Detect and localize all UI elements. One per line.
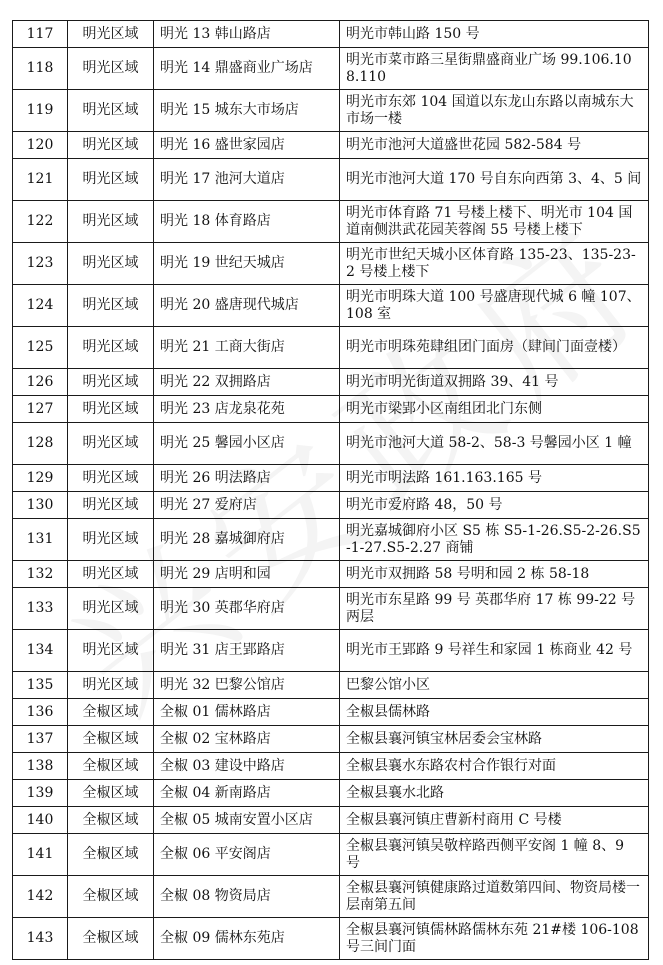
region-cell: 明光区域: [68, 396, 154, 423]
row-number-cell: 135: [13, 672, 68, 699]
table-row: [13, 519, 649, 561]
address-cell: 明光市明珠大道 100 号盛唐现代城 6 幢 107、108 室: [340, 285, 649, 327]
address-cell: 明光市池河大道盛世花园 582-584 号: [340, 132, 649, 159]
row-number-cell: 141: [13, 834, 68, 876]
table-row: [13, 753, 649, 780]
table-row: [13, 876, 649, 918]
table-row: [13, 699, 649, 726]
table-row: [13, 243, 649, 285]
row-number-cell: 142: [13, 876, 68, 918]
store-name-cell: 明光 31 店王郢路店: [154, 630, 340, 672]
address-cell: 明光市明光街道双拥路 39、41 号: [340, 369, 649, 396]
row-number-cell: 131: [13, 519, 68, 561]
table-row: [13, 465, 649, 492]
store-name-cell: 明光 15 城东大市场店: [154, 90, 340, 132]
row-number-cell: 125: [13, 327, 68, 369]
row-number-cell: 121: [13, 159, 68, 201]
row-number-cell: 137: [13, 726, 68, 753]
address-cell: 全椒县襄水北路: [340, 780, 649, 807]
store-name-cell: 明光 17 池河大道店: [154, 159, 340, 201]
row-number-cell: 123: [13, 243, 68, 285]
table-row: [13, 132, 649, 159]
region-cell: 明光区域: [68, 369, 154, 396]
row-number-cell: 126: [13, 369, 68, 396]
region-cell: 明光区域: [68, 285, 154, 327]
table-row: [13, 327, 649, 369]
table-row: [13, 561, 649, 588]
store-list-table: [12, 20, 649, 960]
address-cell: 巴黎公馆小区: [340, 672, 649, 699]
region-cell: 全椒区域: [68, 699, 154, 726]
table-row: [13, 630, 649, 672]
region-cell: 明光区域: [68, 21, 154, 48]
table-row: [13, 285, 649, 327]
row-number-cell: 132: [13, 561, 68, 588]
store-name-cell: 全椒 04 新南路店: [154, 780, 340, 807]
row-number-cell: 138: [13, 753, 68, 780]
address-cell: 明光市爱府路 48，50 号: [340, 492, 649, 519]
store-name-cell: 明光 26 明法路店: [154, 465, 340, 492]
address-cell: 明光市王郢路 9 号祥生和家园 1 栋商业 42 号: [340, 630, 649, 672]
region-cell: 明光区域: [68, 90, 154, 132]
store-name-cell: 明光 22 双拥路店: [154, 369, 340, 396]
region-cell: 明光区域: [68, 492, 154, 519]
address-cell: 明光市韩山路 150 号: [340, 21, 649, 48]
address-cell: 全椒县儒林路: [340, 699, 649, 726]
region-cell: 明光区域: [68, 630, 154, 672]
address-cell: 全椒县襄河镇儒林路儒林东苑 21#楼 106-108 号三间门面: [340, 918, 649, 960]
table-row: [13, 159, 649, 201]
address-cell: 明光市体育路 71 号楼上楼下、明光市 104 国道南侧洪武花园芙蓉阁 55 号楼上楼下: [340, 201, 649, 243]
table-row: [13, 672, 649, 699]
store-name-cell: 明光 19 世纪天城店: [154, 243, 340, 285]
row-number-cell: 120: [13, 132, 68, 159]
store-name-cell: 明光 18 体育路店: [154, 201, 340, 243]
store-name-cell: 明光 25 馨园小区店: [154, 423, 340, 465]
store-name-cell: 明光 20 盛唐现代城店: [154, 285, 340, 327]
row-number-cell: 128: [13, 423, 68, 465]
address-cell: 全椒县襄河镇健康路过道数第四间、物资局楼一层南第五间: [340, 876, 649, 918]
table-row: [13, 780, 649, 807]
row-number-cell: 140: [13, 807, 68, 834]
store-name-cell: 全椒 01 儒林路店: [154, 699, 340, 726]
region-cell: 明光区域: [68, 48, 154, 90]
table-row: [13, 918, 649, 960]
store-name-cell: 明光 28 嘉城御府店: [154, 519, 340, 561]
region-cell: 明光区域: [68, 327, 154, 369]
row-number-cell: 134: [13, 630, 68, 672]
table-row: [13, 726, 649, 753]
table-row: [13, 48, 649, 90]
store-name-cell: 全椒 09 儒林东苑店: [154, 918, 340, 960]
store-name-cell: 明光 13 韩山路店: [154, 21, 340, 48]
region-cell: 明光区域: [68, 588, 154, 630]
region-cell: 全椒区域: [68, 753, 154, 780]
store-name-cell: 全椒 08 物资局店: [154, 876, 340, 918]
address-cell: 全椒县襄河镇吴敬梓路西侧平安阁 1 幢 8、9 号: [340, 834, 649, 876]
row-number-cell: 119: [13, 90, 68, 132]
table-row: [13, 588, 649, 630]
region-cell: 明光区域: [68, 159, 154, 201]
row-number-cell: 136: [13, 699, 68, 726]
address-cell: 明光市明珠苑肆组团门面房（肆间门面壹楼）: [340, 327, 649, 369]
table-row: [13, 834, 649, 876]
row-number-cell: 130: [13, 492, 68, 519]
row-number-cell: 129: [13, 465, 68, 492]
row-number-cell: 117: [13, 21, 68, 48]
table-row: [13, 396, 649, 423]
table-body: [13, 21, 649, 960]
address-cell: 全椒县襄河镇宝林居委会宝林路: [340, 726, 649, 753]
row-number-cell: 139: [13, 780, 68, 807]
table-row: [13, 369, 649, 396]
store-name-cell: 全椒 05 城南安置小区店: [154, 807, 340, 834]
address-cell: 明光市世纪天城小区体育路 135-23、135-23-2 号楼上楼下: [340, 243, 649, 285]
address-cell: 全椒县襄河镇庄曹新村商用 C 号楼: [340, 807, 649, 834]
store-name-cell: 明光 16 盛世家园店: [154, 132, 340, 159]
region-cell: 明光区域: [68, 423, 154, 465]
table-row: [13, 201, 649, 243]
region-cell: 明光区域: [68, 465, 154, 492]
table-row: [13, 423, 649, 465]
region-cell: 全椒区域: [68, 834, 154, 876]
region-cell: 明光区域: [68, 672, 154, 699]
store-name-cell: 明光 32 巴黎公馆店: [154, 672, 340, 699]
table-row: [13, 90, 649, 132]
region-cell: 全椒区域: [68, 780, 154, 807]
row-number-cell: 118: [13, 48, 68, 90]
row-number-cell: 122: [13, 201, 68, 243]
region-cell: 明光区域: [68, 561, 154, 588]
region-cell: 明光区域: [68, 132, 154, 159]
address-cell: 明光市东郊 104 国道以东龙山东路以南城东大市场一楼: [340, 90, 649, 132]
row-number-cell: 127: [13, 396, 68, 423]
store-name-cell: 明光 14 鼎盛商业广场店: [154, 48, 340, 90]
address-cell: 明光嘉城御府小区 S5 栋 S5-1-26.S5-2-26.S5-1-27.S5-2.27 商铺: [340, 519, 649, 561]
address-cell: 明光市池河大道 170 号自东向西第 3、4、5 间: [340, 159, 649, 201]
address-cell: 明光市东星路 99 号 英郡华府 17 栋 99-22 号两层: [340, 588, 649, 630]
address-cell: 明光市池河大道 58-2、58-3 号馨园小区 1 幢: [340, 423, 649, 465]
region-cell: 全椒区域: [68, 807, 154, 834]
store-name-cell: 全椒 03 建设中路店: [154, 753, 340, 780]
address-cell: 全椒县襄水东路农村合作银行对面: [340, 753, 649, 780]
store-name-cell: 明光 27 爱府店: [154, 492, 340, 519]
store-name-cell: 明光 30 英郡华府店: [154, 588, 340, 630]
address-cell: 明光市菜市路三星街鼎盛商业广场 99.106.108.110: [340, 48, 649, 90]
region-cell: 全椒区域: [68, 726, 154, 753]
store-name-cell: 明光 29 店明和园: [154, 561, 340, 588]
table-row: [13, 21, 649, 48]
store-name-cell: 全椒 06 平安阁店: [154, 834, 340, 876]
region-cell: 全椒区域: [68, 918, 154, 960]
region-cell: 全椒区域: [68, 876, 154, 918]
row-number-cell: 133: [13, 588, 68, 630]
store-name-cell: 明光 21 工商大街店: [154, 327, 340, 369]
address-cell: 明光市明法路 161.163.165 号: [340, 465, 649, 492]
region-cell: 明光区域: [68, 201, 154, 243]
table-row: [13, 492, 649, 519]
row-number-cell: 143: [13, 918, 68, 960]
address-cell: 明光市梁郢小区南组团北门东侧: [340, 396, 649, 423]
row-number-cell: 124: [13, 285, 68, 327]
store-name-cell: 明光 23 店龙泉花苑: [154, 396, 340, 423]
region-cell: 明光区域: [68, 519, 154, 561]
table-row: [13, 807, 649, 834]
store-name-cell: 全椒 02 宝林路店: [154, 726, 340, 753]
address-cell: 明光市双拥路 58 号明和园 2 栋 58-18: [340, 561, 649, 588]
region-cell: 明光区域: [68, 243, 154, 285]
